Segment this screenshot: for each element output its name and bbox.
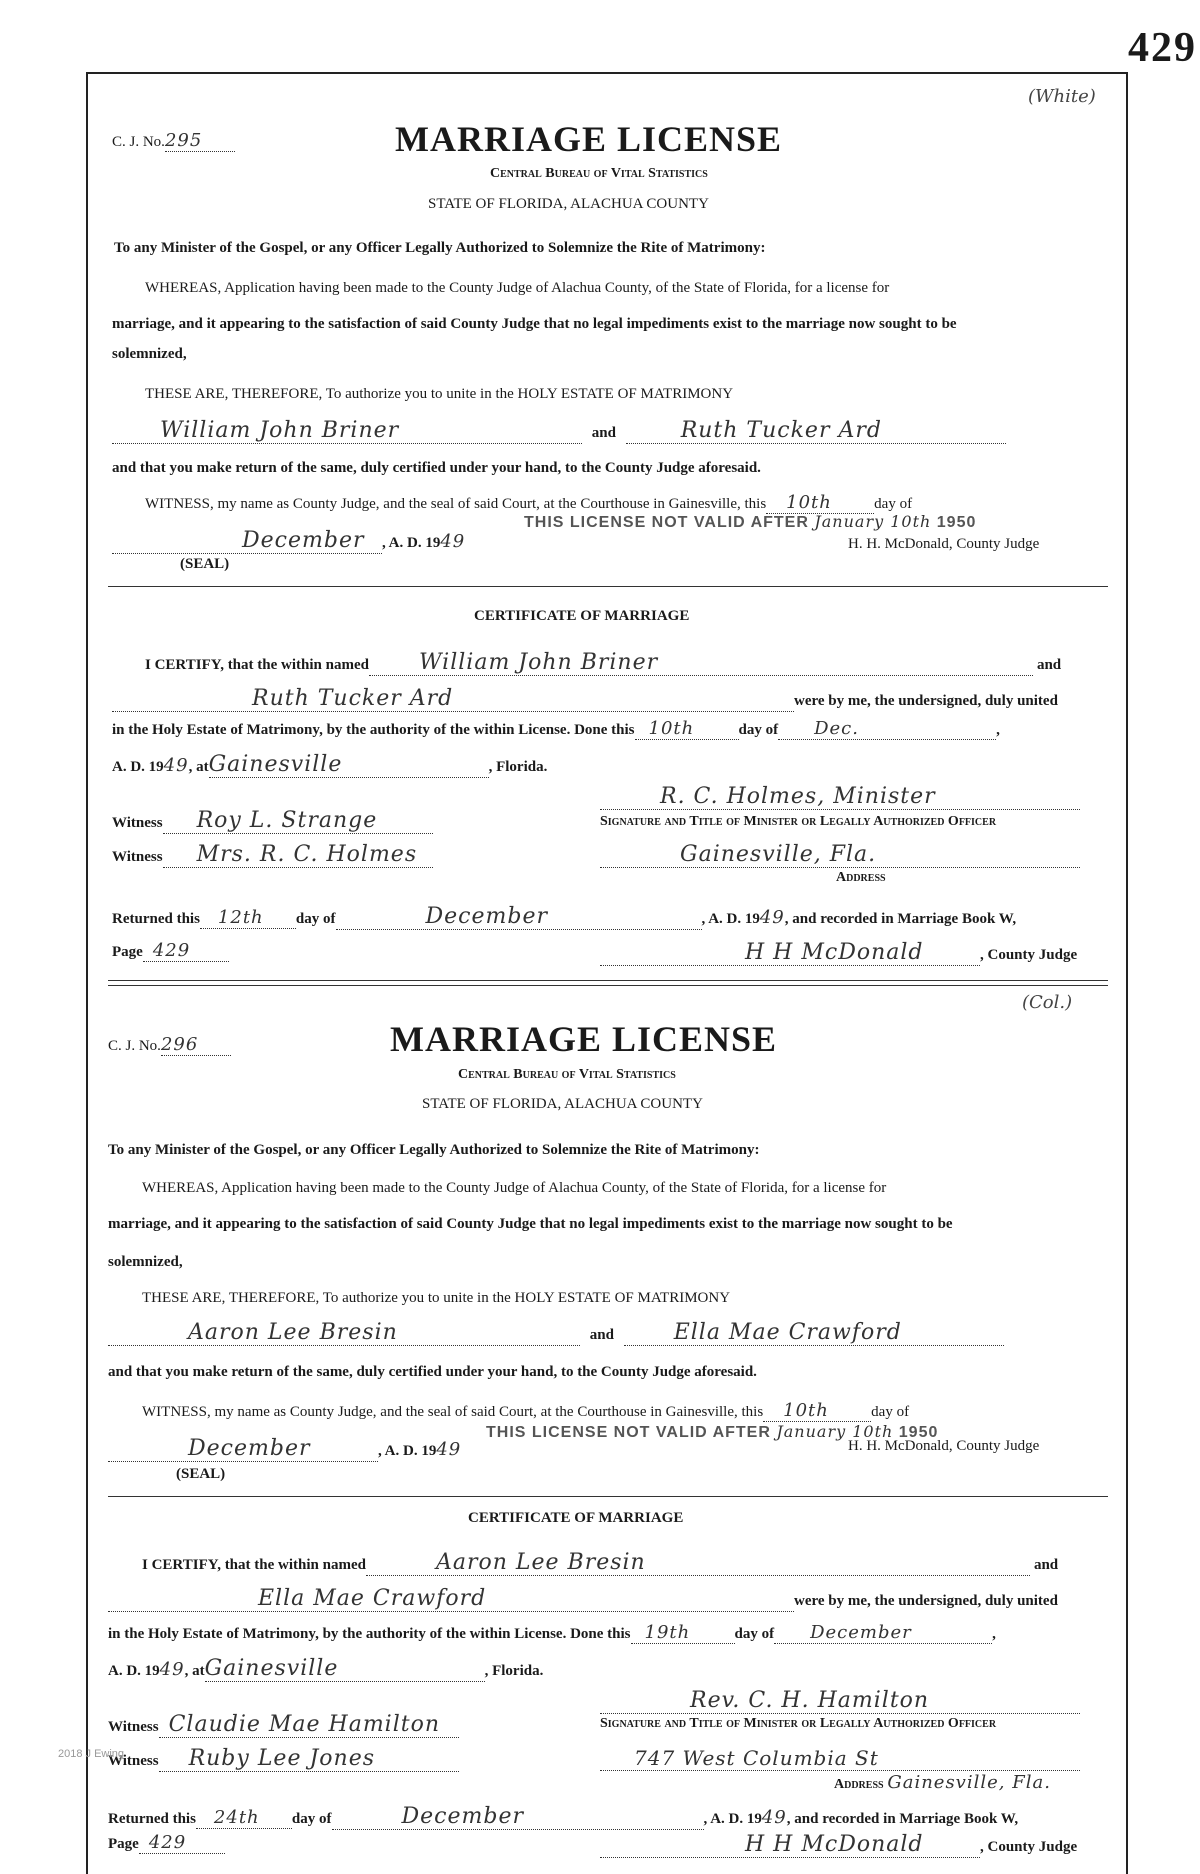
ad2: A. D. 19 — [112, 759, 164, 775]
and-word: and — [589, 1327, 614, 1343]
judge-signature: H H McDonald — [745, 1832, 924, 1857]
ad2: A. D. 19 — [108, 1663, 160, 1679]
license-1-cj-number — [112, 130, 235, 152]
license-2-holy-estate: in the Holy Estate of Matrimony, by the authority of the within License. Done this 19th day of December , — [108, 1622, 996, 1643]
section-divider-1 — [108, 980, 1108, 981]
groom-name: Aaron Lee Bresin — [188, 1320, 398, 1345]
license-2-these-are: THESE ARE, THEREFORE, To authorize you to unite in the HOLY ESTATE OF MATRIMONY — [142, 1290, 731, 1306]
ad-label: , A. D. 19 — [378, 1443, 437, 1459]
day-married: 19th — [644, 1622, 691, 1643]
page-label: Page — [108, 1836, 139, 1852]
and-word: and — [591, 425, 616, 441]
officiant-sig: Rev. C. H. Hamilton — [690, 1688, 930, 1713]
license-2-bureau: Central Bureau of Vital Statistics — [458, 1067, 676, 1082]
certify-text: I CERTIFY, that the within named — [145, 657, 369, 673]
license-2-title: MARRIAGE LICENSE — [390, 1019, 778, 1059]
united-text: were by me, the undersigned, duly united — [794, 693, 1058, 709]
license-1-address — [600, 842, 1080, 868]
cert-groom: Aaron Lee Bresin — [435, 1550, 646, 1575]
license-1-holy-estate: in the Holy Estate of Matrimony, by the authority of the within License. Done this 10th day of Dec. , — [112, 718, 1000, 739]
county-judge: , County Judge — [980, 1839, 1078, 1855]
witness2-sig: Mrs. R. C. Holmes — [196, 842, 418, 867]
judge-signature: H H McDonald — [745, 940, 924, 965]
returned-label: Returned this — [108, 1811, 196, 1827]
license-1-whereas-3: solemnized, — [112, 346, 187, 362]
license-2-judge-sig — [600, 1832, 1077, 1858]
returned-ad: , A. D. 19 — [703, 1811, 762, 1827]
day-issued: 10th — [786, 492, 832, 513]
valid-until: January 10th — [814, 512, 932, 531]
city: Gainesville — [208, 752, 343, 777]
license-2-cert-bride-line — [108, 1586, 1058, 1612]
day-of2: day of — [738, 722, 779, 738]
license-2-address — [600, 1746, 1080, 1771]
returned-day: 12th — [217, 907, 264, 928]
license-2-address-row — [834, 1772, 1051, 1793]
holy-estate-text: in the Holy Estate of Matrimony, by the authority of the within License. Done this — [112, 722, 635, 738]
license-1-page — [112, 940, 229, 962]
license-2-certify — [142, 1550, 1058, 1576]
cert-bride: Ruth Tucker Ard — [252, 686, 454, 711]
license-2-return: and that you make return of the same, duly certified under your hand, to the County Judge aforesaid. — [108, 1364, 757, 1380]
stamp-text: THIS LICENSE NOT VALID AFTER — [486, 1424, 771, 1441]
license-1-officiant-label: Signature and Title of Minister or Legally Authorized Officer — [600, 814, 997, 829]
license-2-cj-number — [108, 1034, 231, 1056]
license-1-seal: (SEAL) — [180, 556, 230, 572]
license-1-judge: H. H. McDonald, County Judge — [848, 536, 1040, 552]
page-label: Page — [112, 944, 143, 960]
returned-day: 24th — [213, 1807, 260, 1828]
license-1-cert-title: CERTIFICATE OF MARRIAGE — [474, 608, 690, 624]
returned-year: 49 — [761, 1807, 787, 1828]
license-1-ad-line — [112, 752, 547, 778]
license-2-officiant-label: Signature and Title of Minister or Legally Authorized Officer — [600, 1716, 997, 1731]
license-1-date-line — [112, 528, 465, 554]
license-2-witness-line — [142, 1400, 909, 1422]
month-issued: December — [188, 1436, 311, 1461]
page-number: 429 — [1128, 25, 1197, 71]
license-1-whereas-2: marriage, and it appearing to the satisfaction of said County Judge that no legal impediments exist to the marriage now sought to be — [112, 316, 957, 332]
license-2-page — [108, 1832, 225, 1854]
returned-label: Returned this — [112, 911, 200, 927]
license-1-witness1 — [112, 808, 433, 834]
returned-year: 49 — [759, 907, 785, 928]
cj-value: 296 — [160, 1034, 199, 1055]
address-label: Address — [834, 1777, 884, 1792]
license-1-title: MARRIAGE LICENSE — [395, 119, 783, 159]
license-1-to-any: To any Minister of the Gospel, or any Officer Legally Authorized to Solemnize the Rite of Matrimony: — [114, 240, 766, 256]
license-2-whereas-3: solemnized, — [108, 1254, 183, 1270]
witness1-sig: Roy L. Strange — [196, 808, 378, 833]
recorded: , and recorded in Marriage Book W, — [784, 911, 1017, 927]
day-of2: day of — [734, 1626, 775, 1642]
license-2-returned — [108, 1804, 1018, 1830]
returned-ad: , A. D. 19 — [701, 911, 760, 927]
holy-estate-text: in the Holy Estate of Matrimony, by the authority of the within License. Done this — [108, 1626, 631, 1642]
license-2-judge: H. H. McDonald, County Judge — [848, 1438, 1040, 1454]
valid-until: January 10th — [776, 1422, 894, 1441]
license-2-annotation: (Col.) — [1022, 992, 1073, 1013]
license-1-witness-line — [145, 492, 912, 514]
returned-dayof: day of — [295, 911, 336, 927]
license-2-to-any: To any Minister of the Gospel, or any Officer Legally Authorized to Solemnize the Rite of Matrimony: — [108, 1142, 760, 1158]
month-issued: December — [242, 528, 365, 553]
stamp-text: THIS LICENSE NOT VALID AFTER — [524, 514, 809, 531]
day-of: day of — [874, 496, 913, 512]
license-2-witness2 — [108, 1746, 459, 1772]
page-no: 429 — [152, 940, 191, 961]
cj-value: 295 — [164, 130, 203, 151]
year-married: 49 — [159, 1659, 185, 1680]
witness2-sig: Ruby Lee Jones — [188, 1746, 376, 1771]
witness-text: WITNESS, my name as County Judge, and the seal of said Court, at the Courthouse in Gainesville, this — [142, 1404, 764, 1420]
license-2-whereas-1: WHEREAS, Application having been made to the County Judge of Alachua County, of the State of Florida, for a license for — [142, 1180, 887, 1196]
recorded: , and recorded in Marriage Book W, — [786, 1811, 1019, 1827]
license-2-ad-line — [108, 1656, 543, 1682]
license-2-seal: (SEAL) — [176, 1466, 226, 1482]
witness-label: Witness — [112, 815, 163, 831]
bride-name: Ella Mae Crawford — [673, 1320, 902, 1345]
license-2-names — [108, 1320, 1004, 1346]
valid-year: 1950 — [898, 1424, 939, 1441]
license-2-divider — [108, 1496, 1108, 1497]
section-divider-2 — [108, 985, 1108, 986]
license-1-stamp — [524, 512, 976, 532]
address-value: 747 West Columbia St — [634, 1746, 879, 1770]
license-1-certify — [145, 650, 1061, 676]
at: , at — [188, 759, 209, 775]
day-issued: 10th — [783, 1400, 829, 1421]
cert-groom: William John Briner — [418, 650, 659, 675]
bride-name: Ruth Tucker Ard — [680, 418, 882, 443]
license-1-divider — [108, 586, 1108, 587]
ad-label: , A. D. 19 — [382, 535, 441, 551]
license-1-returned — [112, 904, 1016, 930]
valid-year: 1950 — [936, 514, 977, 531]
cert-and: and — [1036, 657, 1062, 673]
license-1-whereas-1: WHEREAS, Application having been made to the County Judge of Alachua County, of the State of Florida, for a license for — [145, 280, 890, 296]
cert-and: and — [1033, 1557, 1059, 1573]
witness-text: WITNESS, my name as County Judge, and the seal of said Court, at the Courthouse in Gainesville, this — [145, 496, 767, 512]
day-of: day of — [871, 1404, 910, 1420]
witness-label-2: Witness — [112, 849, 163, 865]
certify-text: I CERTIFY, that the within named — [142, 1557, 366, 1573]
license-2-officiant — [600, 1688, 1080, 1714]
county-judge: , County Judge — [980, 947, 1078, 963]
license-1-return: and that you make return of the same, duly certified under your hand, to the County Judge aforesaid. — [112, 460, 761, 476]
returned-month: December — [425, 904, 548, 929]
license-1-judge-sig — [600, 940, 1077, 966]
license-1-witness2 — [112, 842, 433, 868]
cj-label: C. J. No. — [112, 134, 165, 150]
city: Gainesville — [204, 1656, 339, 1681]
license-1-state: STATE OF FLORIDA, ALACHUA COUNTY — [428, 196, 709, 212]
license-1-address-label: Address — [836, 870, 886, 885]
license-2-state: STATE OF FLORIDA, ALACHUA COUNTY — [422, 1096, 703, 1112]
witness-label-2: Witness — [108, 1753, 159, 1769]
license-1-annotation: (White) — [1028, 86, 1096, 107]
florida: , Florida. — [484, 1663, 544, 1679]
returned-month: December — [401, 1804, 524, 1829]
returned-dayof: day of — [291, 1811, 332, 1827]
year-issued: 49 — [436, 1439, 462, 1460]
page-no: 429 — [148, 1832, 187, 1853]
year-issued: 49 — [440, 531, 466, 552]
watermark: 2018 J Ewing — [58, 1748, 125, 1760]
at: , at — [184, 1663, 205, 1679]
united-text: were by me, the undersigned, duly united — [794, 1593, 1058, 1609]
month-married: December — [810, 1622, 912, 1643]
license-1-bureau: Central Bureau of Vital Statistics — [490, 166, 708, 181]
address-value: Gainesville, Fla. — [680, 842, 877, 867]
license-2-date-line — [108, 1436, 461, 1462]
month-married: Dec. — [814, 718, 859, 739]
florida: , Florida. — [488, 759, 548, 775]
cj-label: C. J. No. — [108, 1038, 161, 1054]
witness1-sig: Claudie Mae Hamilton — [168, 1712, 441, 1737]
groom-name: William John Briner — [160, 418, 400, 443]
license-1-names — [112, 418, 1006, 444]
license-2-witness1 — [108, 1712, 459, 1738]
officiant-sig: R. C. Holmes, Minister — [660, 784, 936, 809]
year-married: 49 — [163, 755, 189, 776]
license-1-these-are: THESE ARE, THEREFORE, To authorize you to unite in the HOLY ESTATE OF MATRIMONY — [145, 386, 734, 402]
license-2-whereas-2: marriage, and it appearing to the satisfaction of said County Judge that no legal impediments exist to the marriage now sought to be — [108, 1216, 953, 1232]
cert-bride: Ella Mae Crawford — [258, 1586, 487, 1611]
witness-label: Witness — [108, 1719, 159, 1735]
license-1-officiant — [600, 784, 1080, 810]
address-value-2: Gainesville, Fla. — [887, 1772, 1051, 1793]
license-1-cert-bride-line — [112, 686, 1058, 712]
day-married: 10th — [648, 718, 695, 739]
license-2-cert-title: CERTIFICATE OF MARRIAGE — [468, 1510, 684, 1526]
